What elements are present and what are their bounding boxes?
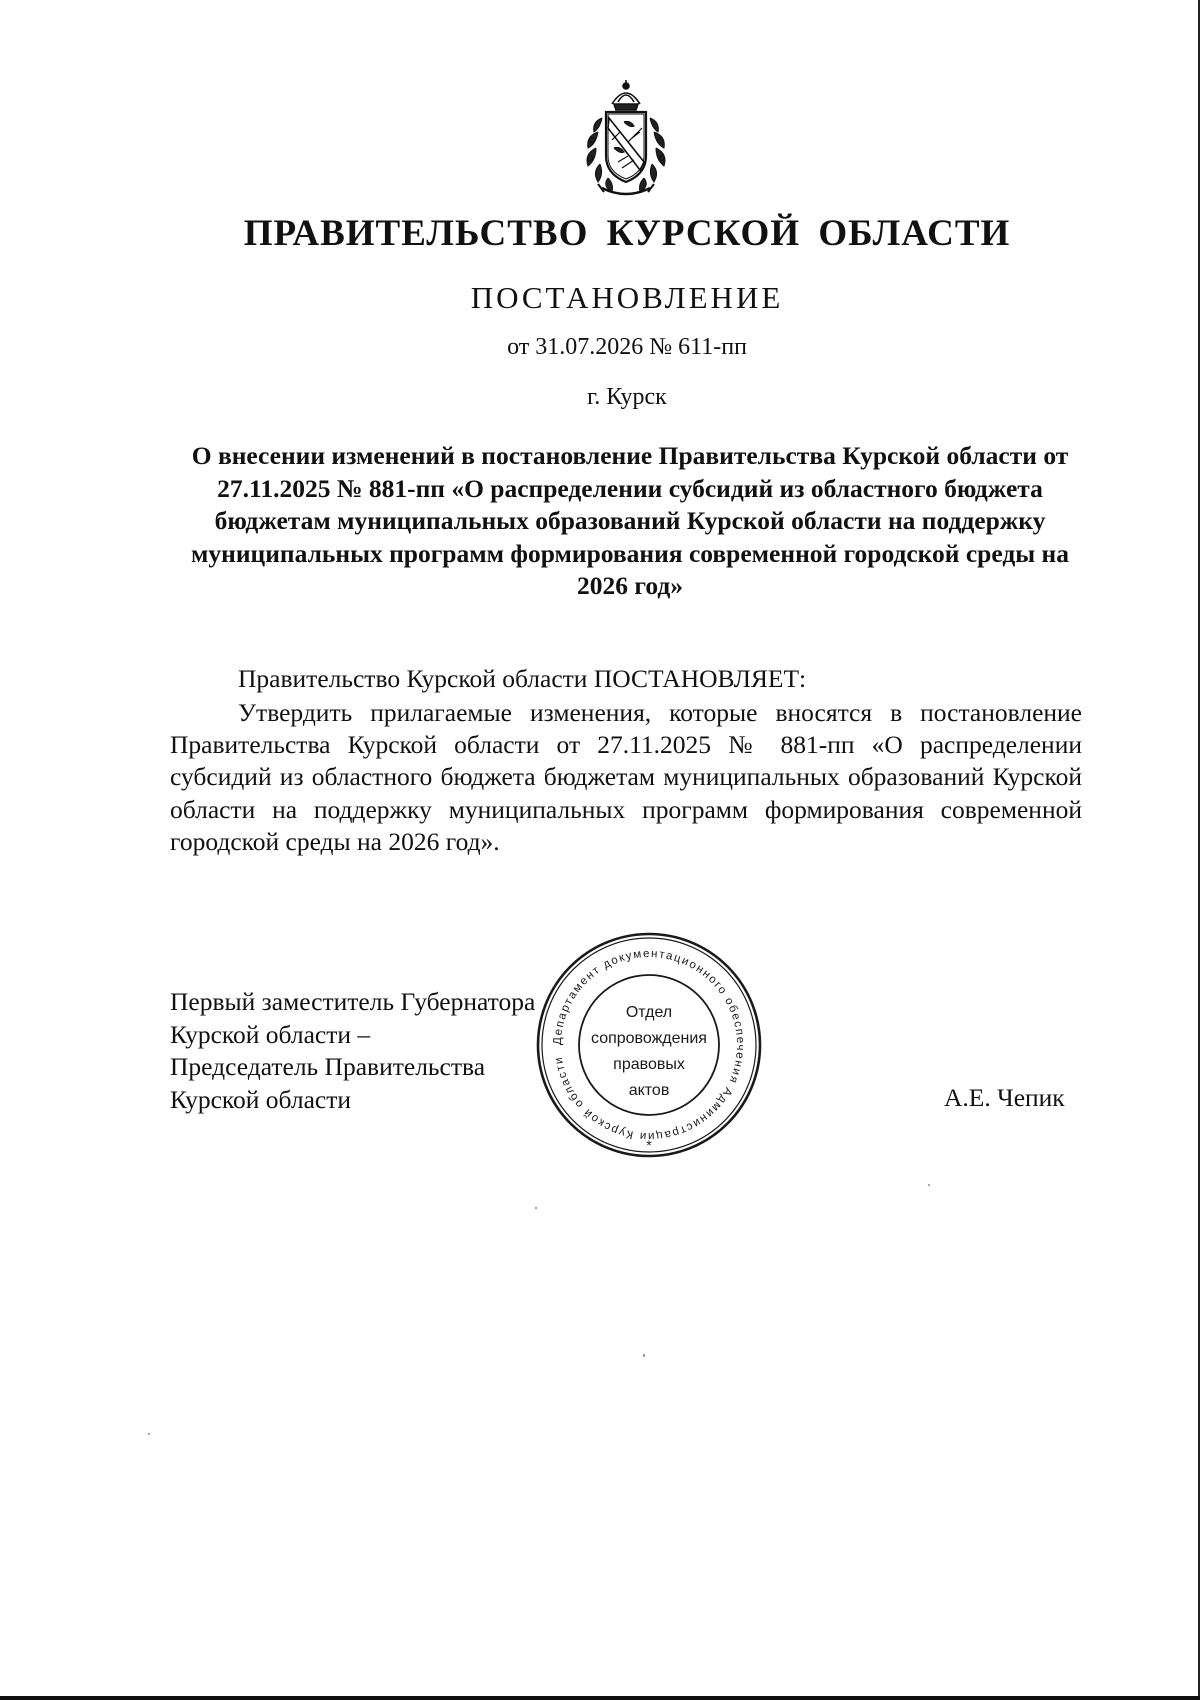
scan-speck [643, 1354, 645, 1357]
stamp-center-line: сопровождения [591, 1030, 707, 1047]
signer-line: Курской области – [170, 1019, 371, 1049]
signer-line: Курской области [170, 1084, 352, 1114]
stamp-center-line: Отдел [625, 1004, 673, 1021]
scan-speck [148, 1433, 150, 1435]
stamp-star: * [646, 1137, 652, 1153]
document-type-heading: ПОСТАНОВЛЕНИЕ [470, 280, 784, 315]
stamp-center-line: правовых [613, 1056, 685, 1073]
signer-name: А.Е. Чепик [944, 1083, 1065, 1112]
preamble-text: Правительство Курской области ПОСТАНОВЛЯЕТ: [238, 664, 807, 693]
signer-line: Первый заместитель Губернатора [170, 987, 536, 1016]
document-city: г. Курск [587, 384, 667, 410]
official-stamp [534, 930, 764, 1160]
page-edge-bottom [0, 1696, 1200, 1700]
signer-position [170, 986, 535, 1116]
stamp-ring-text: Департамент документационного обеспечения Администрации Курской области [551, 947, 747, 1143]
body-paragraph: Утвердить прилагаемые изменения, которые вносятся в постановление Правительства Курской области от 27.11.2025 № 881-пп «О распределении субсидий из областного бюджета бюджетам муниципальных образований Курской области на поддержку муниципальных программ формирования современной городской среды на 2026 год». [170, 698, 1082, 856]
scan-speck [535, 1207, 537, 1209]
coat-of-arms-emblem [562, 78, 690, 200]
scan-speck [928, 1184, 930, 1186]
document-number-date: от 31.07.2026 № 611-пп [507, 334, 747, 360]
government-heading: ПРАВИТЕЛЬСТВО КУРСКОЙ ОБЛАСТИ [243, 213, 1011, 254]
stamp-center-line: актов [628, 1082, 670, 1099]
document-title: О внесении изменений в постановление Правительства Курской области от 27.11.2025 № 881-пп «О распределении субсидий из областного бюджета бюджетам муниципальных образований Курской области на поддержку муниципальных программ формирования современной городской среды на 2026 год» [191, 441, 1069, 600]
signer-line: Председатель Правительства [170, 1052, 486, 1081]
